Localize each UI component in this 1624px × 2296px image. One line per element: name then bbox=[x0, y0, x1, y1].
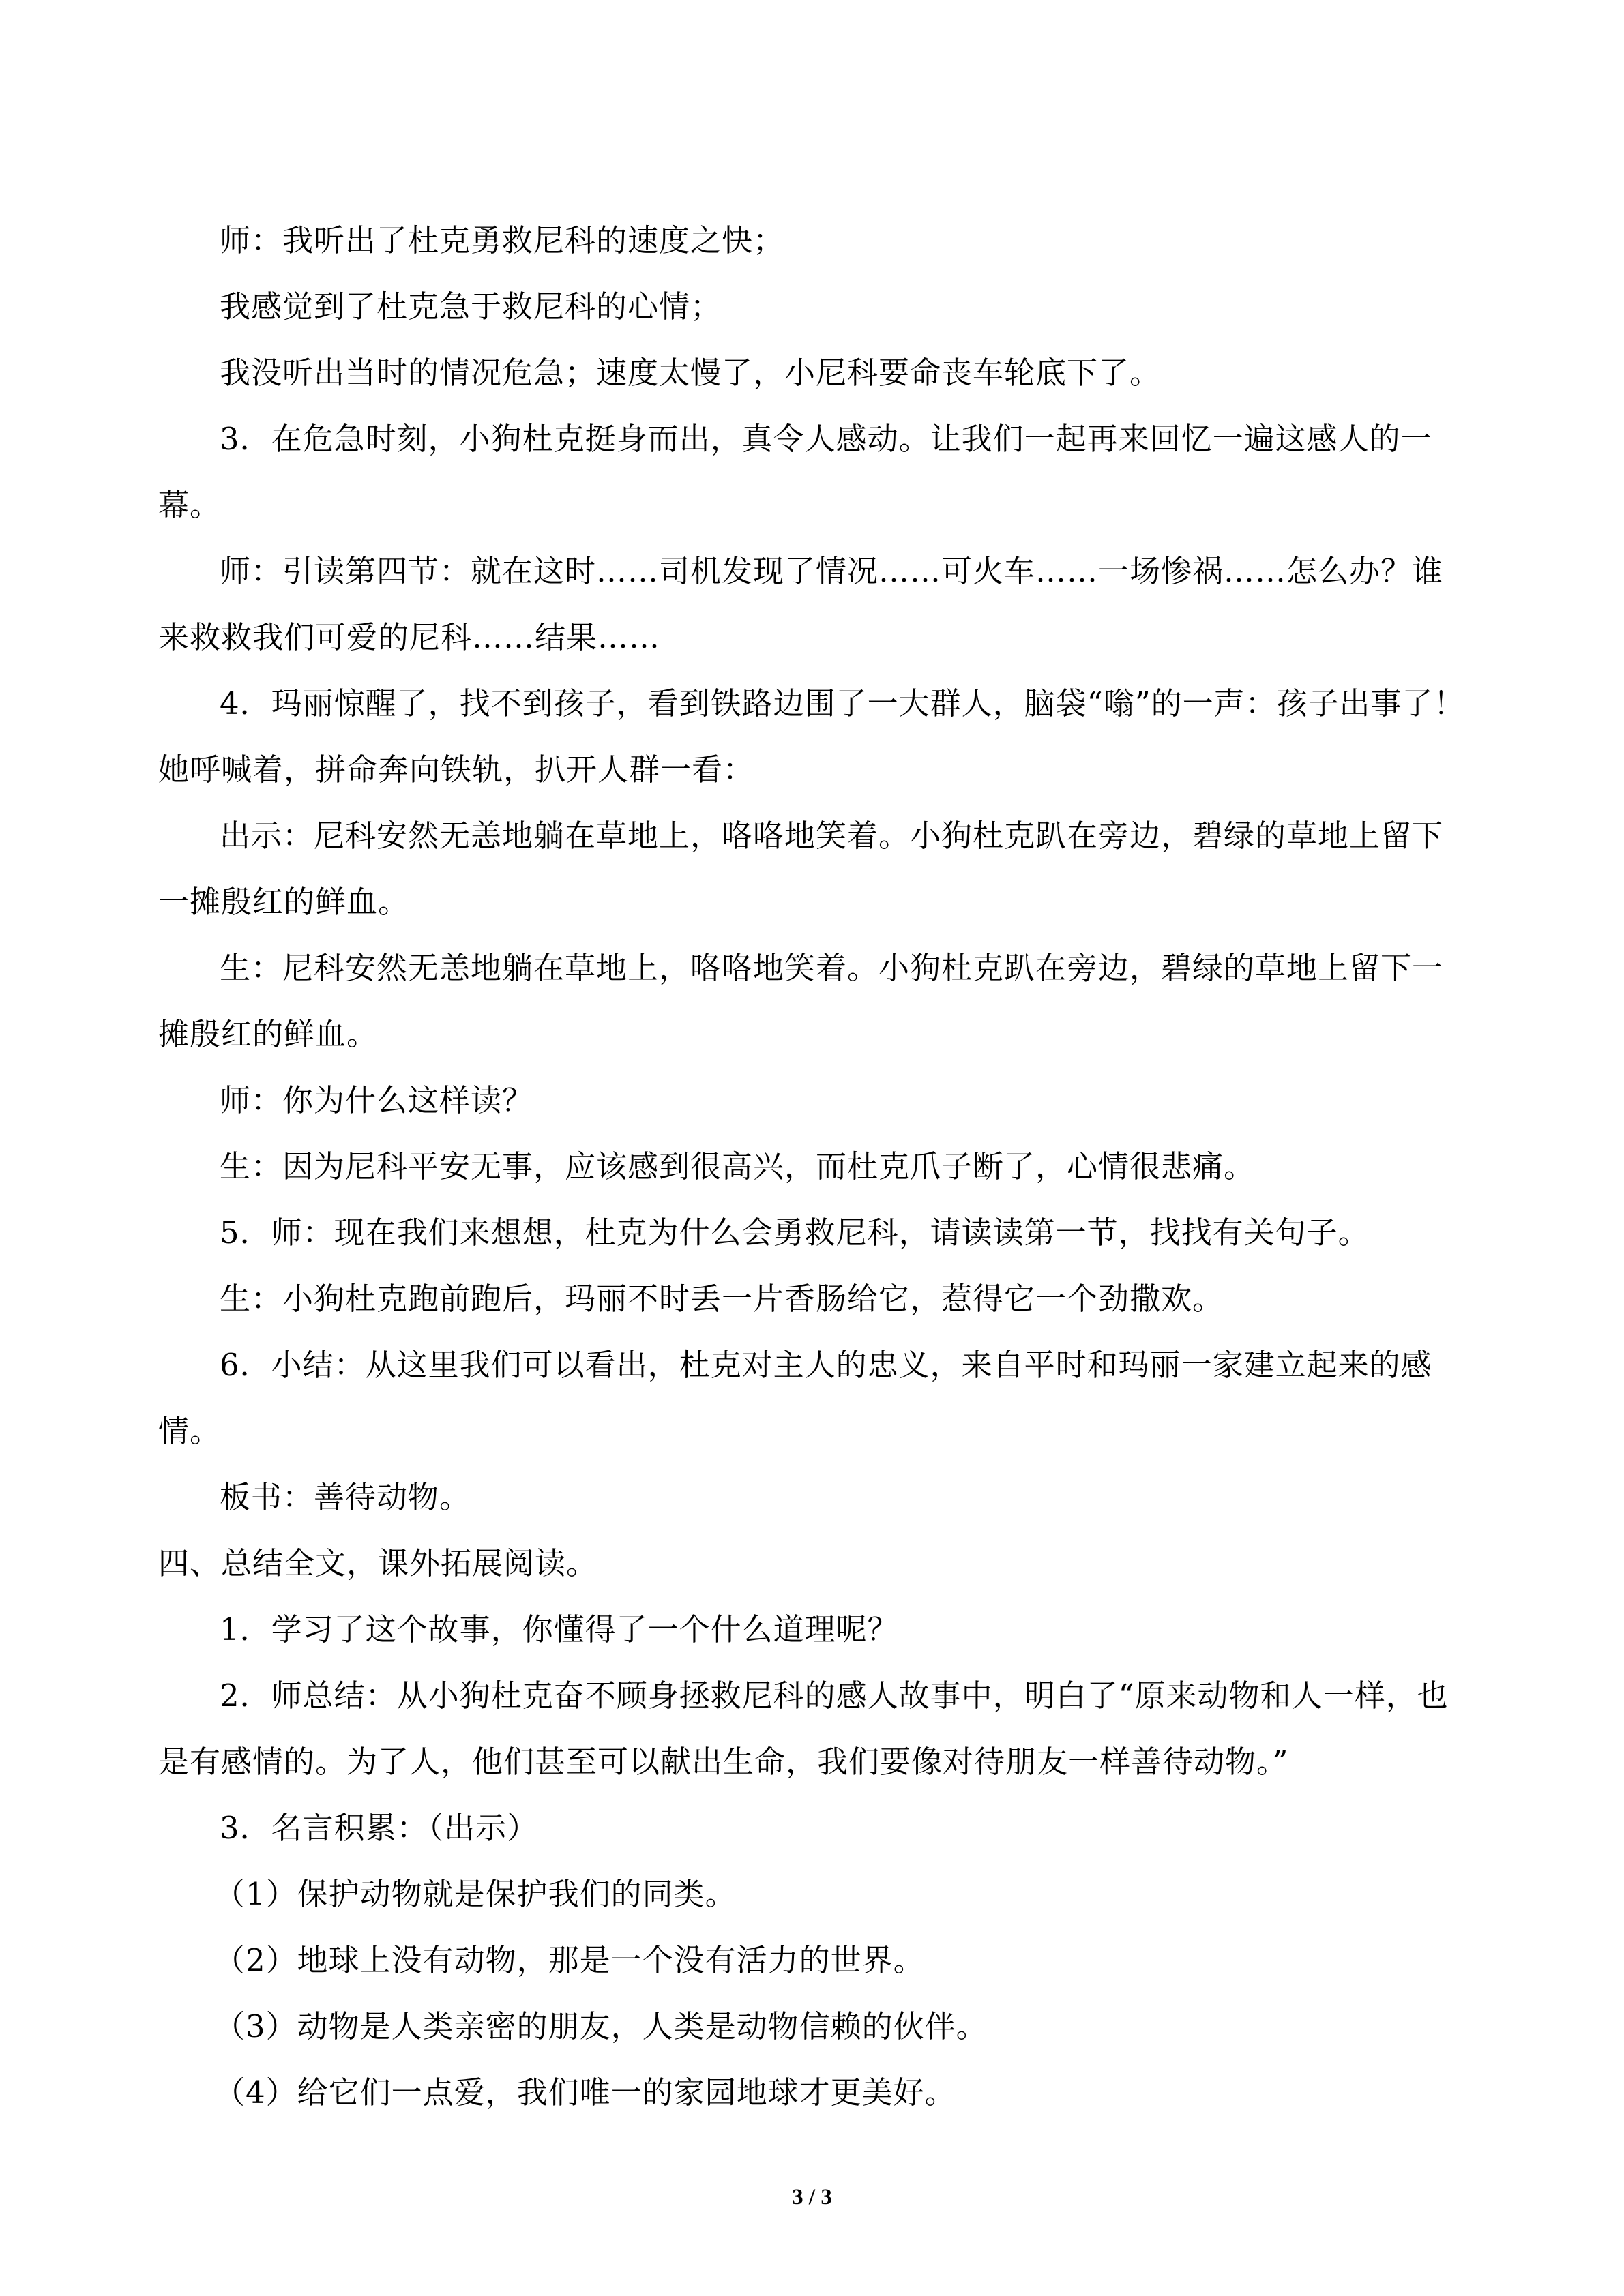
paragraph: 师：你为什么这样读？ bbox=[220, 1082, 534, 1118]
paragraph: 师：我听出了杜克勇救尼科的速度之快； bbox=[220, 222, 785, 258]
paragraph: 3．名言积累：（出示） bbox=[220, 1810, 539, 1846]
list-item: （1）保护动物就是保护我们的同类。 bbox=[214, 1876, 737, 1912]
page-number: 3 / 3 bbox=[792, 2185, 832, 2209]
paragraph: 生：小狗杜克跑前跑后，玛丽不时丢一片香肠给它，惹得它一个劲撒欢。 bbox=[220, 1281, 1224, 1317]
paragraph: 生：因为尼科平安无事，应该感到很高兴，而杜克爪子断了，心情很悲痛。 bbox=[220, 1148, 1256, 1184]
list-item: （3）动物是人类亲密的朋友，人类是动物信赖的伙伴。 bbox=[214, 2008, 988, 2044]
paragraph: 3．在危急时刻，小狗杜克挺身而出，真令人感动。让我们一起再来回忆一遍这感人的一幕。 bbox=[158, 421, 1432, 523]
paragraph: 5．师：现在我们来想想，杜克为什么会勇救尼科，请读读第一节，找找有关句子。 bbox=[220, 1214, 1370, 1251]
paragraph: 板书：善待动物。 bbox=[220, 1479, 471, 1515]
paragraph: 我感觉到了杜克急于救尼科的心情； bbox=[220, 288, 722, 325]
paragraph: 4．玛丽惊醒了，找不到孩子，看到铁路边围了一大群人，脑袋“嗡”的一声：孩子出事了！她呼喊着，拼命奔向铁轨，扒开人群一看： bbox=[158, 685, 1465, 788]
paragraph: 2．师总结：从小狗杜克奋不顾身拯救尼科的感人故事中，明白了“原来动物和人一样，也是有感情的。为了人，他们甚至可以献出生命，我们要像对待朋友一样善待动物。” bbox=[158, 1678, 1449, 1780]
section-heading: 四、总结全文，课外拓展阅读。 bbox=[158, 1545, 598, 1581]
paragraph: 出示：尼科安然无恙地躺在草地上，咯咯地笑着。小狗杜克趴在旁边，碧绿的草地上留下一摊殷红的鲜血。 bbox=[158, 818, 1444, 920]
paragraph: 6．小结：从这里我们可以看出，杜克对主人的忠义，来自平时和玛丽一家建立起来的感情。 bbox=[158, 1347, 1432, 1449]
paragraph: 生：尼科安然无恙地躺在草地上，咯咯地笑着。小狗杜克趴在旁边，碧绿的草地上留下一摊殷红的鲜血。 bbox=[158, 950, 1444, 1052]
list-item: （2）地球上没有动物，那是一个没有活力的世界。 bbox=[214, 1942, 925, 1978]
paragraph: 师：引读第四节：就在这时……司机发现了情况……可火车……一场惨祸……怎么办？谁来救救我们可爱的尼科……结果…… bbox=[158, 553, 1444, 655]
paragraph: 1．学习了这个故事，你懂得了一个什么道理呢？ bbox=[220, 1611, 899, 1648]
document-body bbox=[158, 207, 1468, 2126]
paragraph: 我没听出当时的情况危急；速度太慢了，小尼科要命丧车轮底下了。 bbox=[220, 355, 1162, 391]
list-item: （4）给它们一点爱，我们唯一的家园地球才更美好。 bbox=[214, 2074, 956, 2111]
